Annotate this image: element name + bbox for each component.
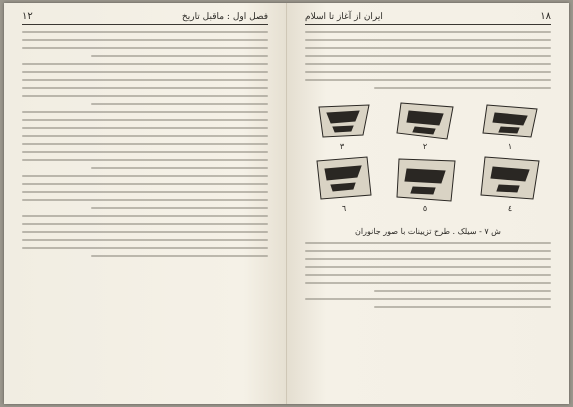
sherd-label: ٦ bbox=[341, 204, 347, 213]
sherd-label: ٤ bbox=[507, 204, 513, 213]
pottery-figure bbox=[305, 95, 551, 221]
sherd-label: ٥ bbox=[422, 204, 428, 213]
book-spread bbox=[4, 3, 569, 404]
sherd-3 bbox=[319, 105, 369, 137]
sherd-4 bbox=[481, 157, 539, 199]
body-text-placeholder bbox=[305, 242, 551, 292]
body-text-placeholder bbox=[22, 31, 268, 57]
pottery-sherds-drawing bbox=[305, 95, 551, 221]
figure-caption: ش ٧ - سیلک . طرح تزیینات با صور جانوران bbox=[355, 227, 501, 236]
page-number: ١٨ bbox=[540, 11, 551, 22]
body-text-placeholder bbox=[22, 215, 268, 257]
right-page bbox=[287, 3, 569, 404]
sherd-6 bbox=[317, 157, 371, 199]
body-text-placeholder bbox=[305, 298, 551, 308]
left-page-header bbox=[22, 11, 268, 25]
sherd-label: ١ bbox=[507, 142, 513, 151]
body-text-placeholder bbox=[22, 63, 268, 105]
page-number: ١٢ bbox=[22, 11, 33, 22]
sherd-1 bbox=[483, 105, 537, 137]
sherd-2 bbox=[397, 103, 453, 139]
sherd-label: ٢ bbox=[422, 142, 428, 151]
running-head: فصل اول : ماقبل تاریخ bbox=[181, 12, 268, 22]
sherd-5 bbox=[397, 159, 455, 201]
right-page-header bbox=[305, 11, 551, 25]
body-text-placeholder bbox=[22, 175, 268, 209]
left-page bbox=[4, 3, 286, 404]
sherd-label: ٣ bbox=[339, 142, 345, 151]
body-text-placeholder bbox=[305, 31, 551, 89]
running-head: ایران از آغاز تا اسلام bbox=[305, 12, 383, 22]
body-text-placeholder bbox=[22, 111, 268, 169]
